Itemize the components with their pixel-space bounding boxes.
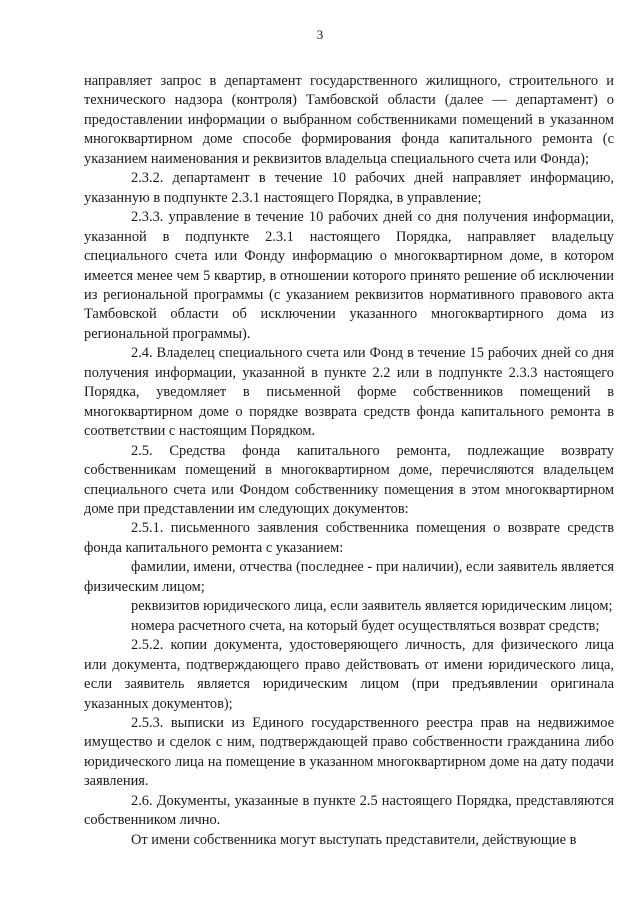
paragraph: номера расчетного счета, на который будет осуществляться возврат средств;: [131, 617, 600, 634]
paragraph: реквизитов юридического лица, если заявитель является юридическим лицом;: [131, 598, 613, 615]
paragraph: 2.5.2. копии документа, удостоверяющего личность, для физического лица или документа, подтверждающего право действовать от имени юридического лица, если заявитель является юридическим лицом (при предъявлении оригинала указанных документов);: [84, 637, 614, 712]
paragraph: 2.4. Владелец специального счета или Фонд в течение 15 рабочих дней со дня получения информации, указанной в пункте 2.2 или в подпункте 2.3.3 настоящего Порядка, уведомляет в письменной форме собственников помещений в многоквартирном доме о порядке возврата средств фонда капитального ремонта в соответствии с настоящим Порядком.: [84, 345, 614, 440]
paragraph: 2.6. Документы, указанные в пункте 2.5 настоящего Порядка, представляются собственником лично.: [84, 792, 614, 829]
paragraph: 2.5.1. письменного заявления собственника помещения о возврате средств фонда капитального ремонта с указанием:: [84, 520, 614, 556]
paragraph: От имени собственника могут выступать представители, действующие в: [131, 831, 577, 848]
paragraph: 2.5. Средства фонда капитального ремонта, подлежащие возврату собственникам помещений в многоквартирном доме, перечисляются владельцем специального счета или Фондом собственнику помещения в этом многоквартирном доме при представлении им следующих документов:: [84, 442, 614, 517]
document-body: [84, 72, 614, 850]
paragraph: 2.3.3. управление в течение 10 рабочих дней со дня получения информации, указанной в подпункте 2.3.1 настоящего Порядка, направляет владельцу специального счета или Фонду информацию о многоквартирном доме, в котором имеется менее чем 5 квартир, в отношении которого принято решение об исключении из региональной программы (с указанием реквизитов нормативного правового акта Тамбовской области об исключении указанного многоквартирного дома из региональной программы).: [84, 209, 614, 342]
paragraph: 2.3.2. департамент в течение 10 рабочих дней направляет информацию, указанную в подпункте 2.3.1 настоящего Порядка, в управление;: [84, 170, 614, 206]
paragraph: 2.5.3. выписки из Единого государственного реестра прав на недвижимое имущество и сделок с ним, подтверждающей право собственности гражданина либо юридического лица на помещение в указанном многоквартирном доме на дату подачи заявления.: [84, 714, 614, 790]
paragraph: фамилии, имени, отчества (последнее - при наличии), если заявитель является физическим лицом;: [84, 559, 614, 595]
paragraph: направляет запрос в департамент государственного жилищного, строительного и технического надзора (контроля) Тамбовской области (далее — департамент) о предоставлении информации о выбранном собственниками помещений в указанном многоквартирном доме способе формирования фонда капитального ремонта (с указанием наименования и реквизитов владельца специального счета или Фонда);: [84, 73, 614, 167]
page-number: 3: [316, 27, 324, 42]
